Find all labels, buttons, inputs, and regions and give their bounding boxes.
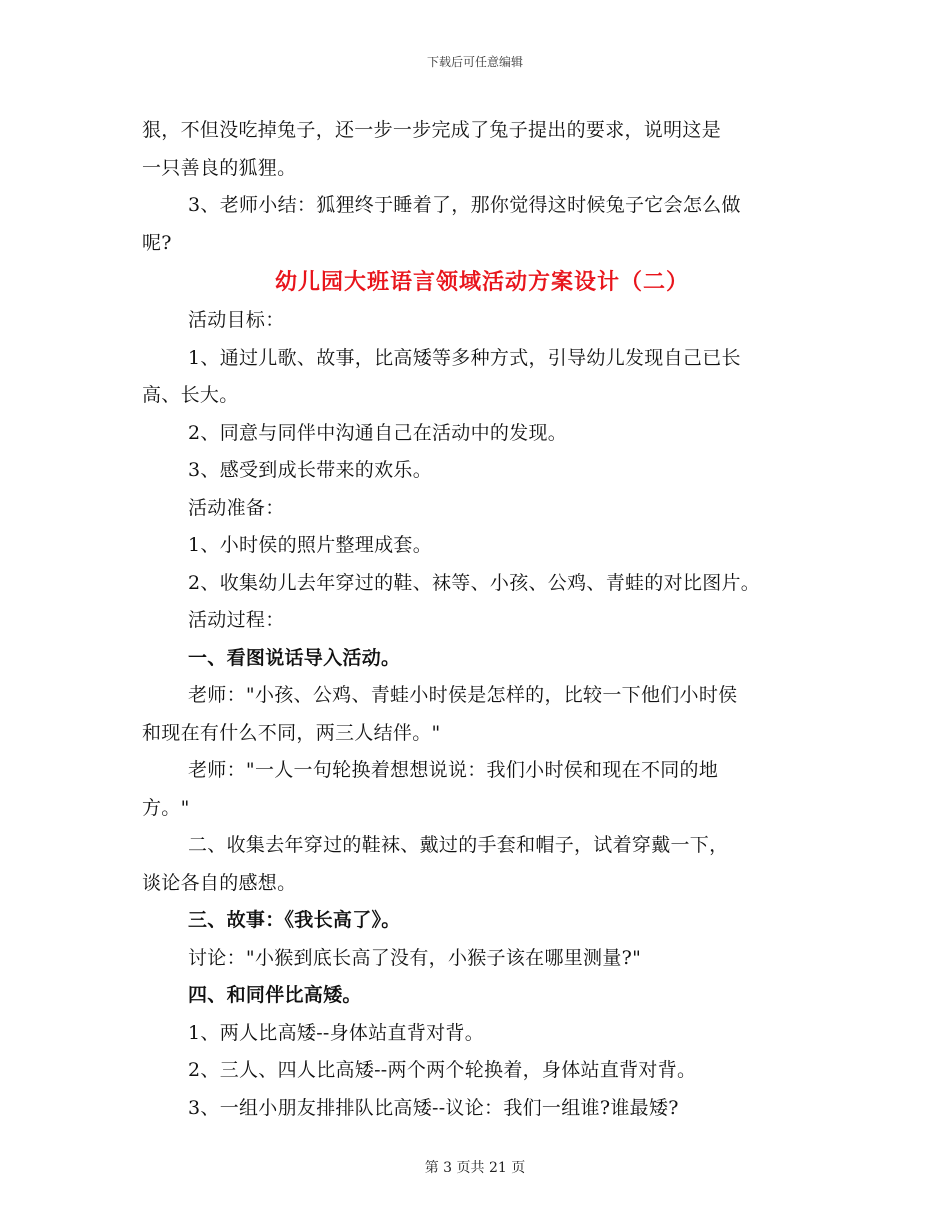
text-line: 讨论："小猴到底长高了没有，小猴子该在哪里测量?": [188, 946, 642, 969]
text-line: 1、通过儿歌、故事，比高矮等多种方式，引导幼儿发现自己已长: [188, 346, 741, 369]
text-line: 3、感受到成长带来的欢乐。: [188, 459, 432, 481]
document-body: [142, 112, 822, 1127]
text-line: 高、长大。: [142, 384, 239, 406]
paragraphs-after-title: [142, 302, 822, 1127]
text-line: 活动目标：: [188, 309, 285, 331]
text-line: 方。": [142, 796, 190, 819]
text-line: 3、一组小朋友排排队比高矮--议论：我们一组谁?谁最矮?: [188, 1096, 679, 1119]
text-line: 谈论各自的感想。: [142, 871, 297, 894]
text-line: 狠，不但没吃掉兔子，还一步一步完成了兔子提出的要求，说明这是: [142, 119, 722, 141]
paragraphs-before-title: [142, 112, 822, 262]
text-line: 2、三人、四人比高矮--两个两个轮换着，身体站直背对背。: [188, 1059, 697, 1081]
text-line: 一只善良的狐狸。: [142, 156, 297, 179]
text-line: 2、收集幼儿去年穿过的鞋、袜等、小孩、公鸡、青蛙的对比图片。: [188, 571, 761, 594]
text-line: 活动过程：: [188, 609, 285, 631]
text-line: 1、两人比高矮--身体站直背对背。: [188, 1021, 485, 1044]
text-line: 呢?: [142, 231, 172, 254]
text-line: 1、小时侯的照片整理成套。: [188, 534, 432, 556]
text-line: 老师："小孩、公鸡、青蛙小时侯是怎样的，比较一下他们小时侯: [188, 684, 738, 706]
page-footer: 第 3 页共 21 页: [424, 1160, 526, 1176]
section-heading-line: 一、看图说话导入活动。: [188, 646, 401, 669]
section-title: 幼儿园大班语言领域活动方案设计（二）: [274, 269, 689, 295]
section-heading-line: 四、和同伴比高矮。: [188, 984, 362, 1006]
text-line: 二、收集去年穿过的鞋袜、戴过的手套和帽子，试着穿戴一下，: [188, 834, 729, 856]
page-header: 下载后可任意编辑: [426, 55, 523, 69]
section-heading-line: 三、故事：《我长高了》。: [188, 909, 401, 931]
text-line: 2、同意与同伴中沟通自己在活动中的发现。: [188, 421, 568, 444]
text-line: 和现在有什么不同，两三人结伴。": [142, 721, 441, 744]
text-line: 3、老师小结：狐狸终于睡着了，那你觉得这时候兔子它会怎么做: [188, 194, 741, 216]
text-line: 老师："一人一句轮换着想想说说：我们小时侯和现在不同的地: [188, 759, 719, 781]
text-line: 活动准备：: [188, 496, 285, 519]
